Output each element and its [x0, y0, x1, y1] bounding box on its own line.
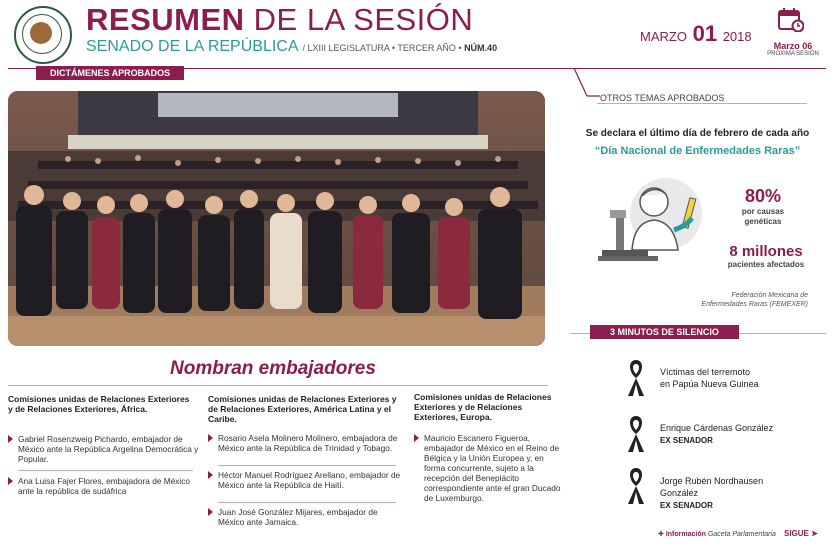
stat-patients-label: pacientes afectados [727, 260, 805, 269]
silencio-item-3: Jorge Rubén Nordhausen González EX SENADOR [660, 476, 764, 510]
next-session-label: PRÓXIMA SESIÓN [767, 51, 819, 57]
header-rule-right [568, 68, 826, 69]
silencio-item-1: Víctimas del terremoto en Papúa Nueva Guinea [660, 367, 759, 389]
info-label: Información [665, 531, 706, 538]
subtitle-text: SENADO DE LA REPÚBLICA [86, 38, 299, 55]
date-year: 2018 [722, 29, 752, 44]
info-source-name: Gaceta Parlamentaria [707, 531, 776, 538]
senate-seal-logo [14, 6, 72, 64]
section-arrow [572, 68, 602, 106]
col2-item-2: Héctor Manuel Rodríguez Arellano, embajador de México ante la República de Haití. [208, 470, 406, 490]
legislatura-text: / LXIII LEGISLATURA • TERCER AÑO • NÚM.40 [302, 43, 498, 53]
mourning-ribbon-icon [625, 414, 647, 454]
col2-heading: Comisiones unidas de Relaciones Exteriores y de Relaciones Exteriores, América Latina y el Caribe. [208, 394, 397, 424]
sigue-label: SIGUE [784, 529, 809, 538]
mourning-ribbon-icon [625, 466, 647, 506]
stat-genetic [718, 186, 808, 227]
info-icon: ✚ [658, 531, 664, 538]
stat-genetic-value: 80% [744, 186, 782, 206]
col2-separator-2 [218, 502, 396, 503]
section-title-nombran: Nombran embajadores [170, 358, 376, 379]
stat-source: Federación Mexicana de Enfermedades Raras (FEMEXER) [701, 292, 808, 308]
nombran-rule [8, 385, 548, 386]
declaration-quote: “Día Nacional de Enfermedades Raras” [594, 145, 801, 157]
info-source [658, 530, 776, 538]
stat-genetic-label-2: genéticas [744, 217, 782, 226]
stat-patients [716, 243, 816, 269]
title-light: DE LA SESIÓN [253, 2, 474, 37]
arrow-right-icon: ➤ [811, 529, 818, 538]
col1-item-2: Ana Luisa Fajer Flores, embajadora de México ante la república de sudáfrica [8, 476, 202, 496]
title-bold: RESUMEN [86, 2, 245, 37]
col3-heading: Comisiones unidas de Relaciones Exteriores y de Relaciones Exteriores, Europa. [414, 392, 552, 422]
col3-item-1: Mauricio Escanero Figueroa, embajador de México en el Reino de Bélgica y la Unión Europea y, en forma concurrente, sujeto a la recepción del Beneplácito correspondiente ante el gran Ducado de Luxemburgo. [414, 433, 562, 503]
calendar-icon [778, 8, 804, 32]
mourning-ribbon-icon [625, 358, 647, 398]
session-group-photo [8, 91, 545, 346]
date-month: MARZO [640, 29, 687, 44]
next-session-date: Marzo 06 [773, 41, 813, 51]
col1-item-1: Gabriel Rosenzweig Pichardo, embajador de México ante la República Argelina Democrática y Popular. [8, 434, 202, 464]
col1-separator [18, 470, 193, 471]
col1-heading: Comisiones unidas de Relaciones Exteriores y de Relaciones Exteriores, África. [8, 394, 190, 414]
col2-item-3: Juan José González Mijares, embajador de México ante Jamaica. [208, 507, 406, 527]
page-title [86, 2, 473, 38]
scientist-illustration [588, 170, 714, 290]
section-tag-otros: OTROS TEMAS APROBADOS [600, 93, 725, 103]
section-tag-minutos: 3 MINUTOS DE SILENCIO [590, 325, 739, 339]
date-day: 01 [692, 21, 718, 46]
session-date [640, 21, 752, 47]
col2-item-1: Rosario Asela Molinero Molinero, embajadora de México ante la República de Trinidad y Tobago. [208, 433, 406, 453]
stat-patients-value: 8 millones [729, 243, 803, 260]
otros-rule [597, 103, 807, 104]
col2-separator-1 [218, 465, 396, 466]
silencio-item-2: Enrique Cárdenas González EX SENADOR [660, 423, 774, 445]
issue-number: NÚM.40 [464, 43, 498, 53]
sigue-link[interactable] [784, 529, 818, 538]
stat-genetic-label-1: por causas [741, 207, 785, 216]
declaration-text: Se declara el último día de febrero de cada año [585, 128, 810, 139]
page-subtitle [86, 38, 497, 56]
section-tag-dictamenes: DICTÁMENES APROBADOS [36, 66, 184, 80]
